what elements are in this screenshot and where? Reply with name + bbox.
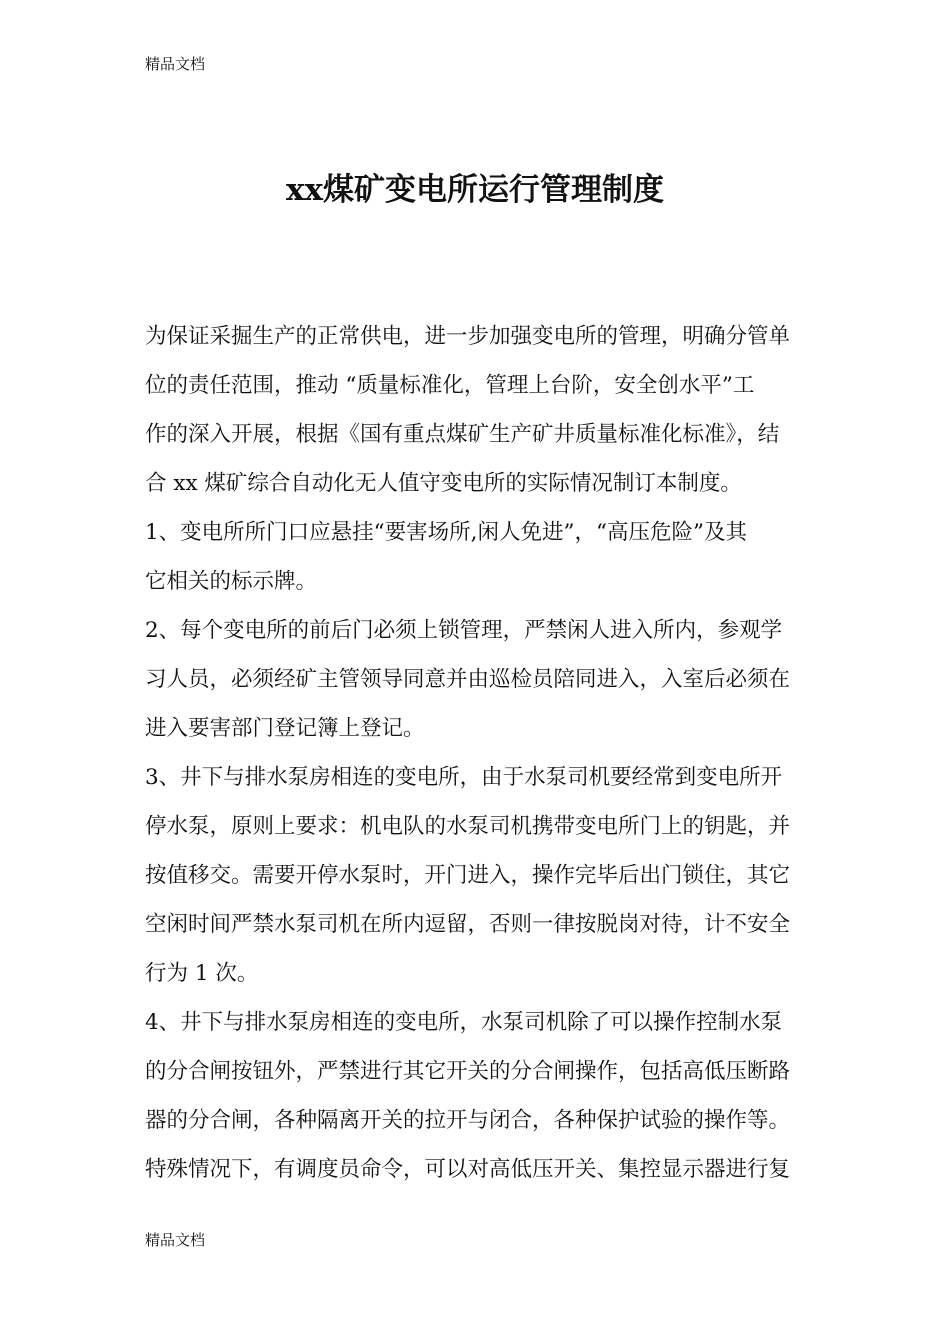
page-header-note: 精品文档 <box>145 55 206 73</box>
body-line: 的分合闸按钮外，严禁进行其它开关的分合闸操作，包括高低压断路 <box>145 1059 791 1084</box>
body-line: 作的深入开展，根据《国有重点煤矿生产矿井质量标准化标准》，结 <box>145 422 780 447</box>
body-line: 1、变电所所门口应悬挂“要害场所,闲人免进”，“高压危险”及其 <box>145 520 747 545</box>
page-footer-note: 精品文档 <box>145 1231 206 1249</box>
body-line: 4、井下与排水泵房相连的变电所，水泵司机除了可以操作控制水泵 <box>145 1010 783 1035</box>
body-line: 习人员，必须经矿主管领导同意并由巡检员陪同进入，入室后必须在 <box>145 667 791 692</box>
body-line: 停水泵，原则上要求：机电队的水泵司机携带变电所门上的钥匙，并 <box>145 814 791 839</box>
body-line: 按值移交。需要开停水泵时，开门进入，操作完毕后出门锁住，其它 <box>145 863 791 888</box>
body-line: 2、每个变电所的前后门必须上锁管理，严禁闲人进入所内，参观学 <box>145 618 783 643</box>
body-line: 合 xx 煤矿综合自动化无人值守变电所的实际情况制订本制度。 <box>145 471 742 496</box>
body-line: 空闲时间严禁水泵司机在所内逗留，否则一律按脱岗对待，计不安全 <box>145 912 791 937</box>
body-line: 进入要害部门登记簿上登记。 <box>145 716 425 741</box>
document-title: xx煤矿变电所运行管理制度 <box>286 172 664 208</box>
body-line: 器的分合闸，各种隔离开关的拉开与闭合，各种保护试验的操作等。 <box>145 1108 791 1133</box>
document-body <box>145 312 835 1194</box>
body-line: 特殊情况下，有调度员命令，可以对高低压开关、集控显示器进行复 <box>145 1157 791 1182</box>
body-line: 行为 1 次。 <box>145 961 259 986</box>
body-line: 它相关的标示牌。 <box>145 569 318 594</box>
body-line: 位的责任范围，推动 “质量标准化，管理上台阶，安全创水平”工 <box>145 373 755 398</box>
body-line: 3、井下与排水泵房相连的变电所，由于水泵司机要经常到变电所开 <box>145 765 783 790</box>
body-line: 为保证采掘生产的正常供电，进一步加强变电所的管理，明确分管单 <box>145 324 791 349</box>
